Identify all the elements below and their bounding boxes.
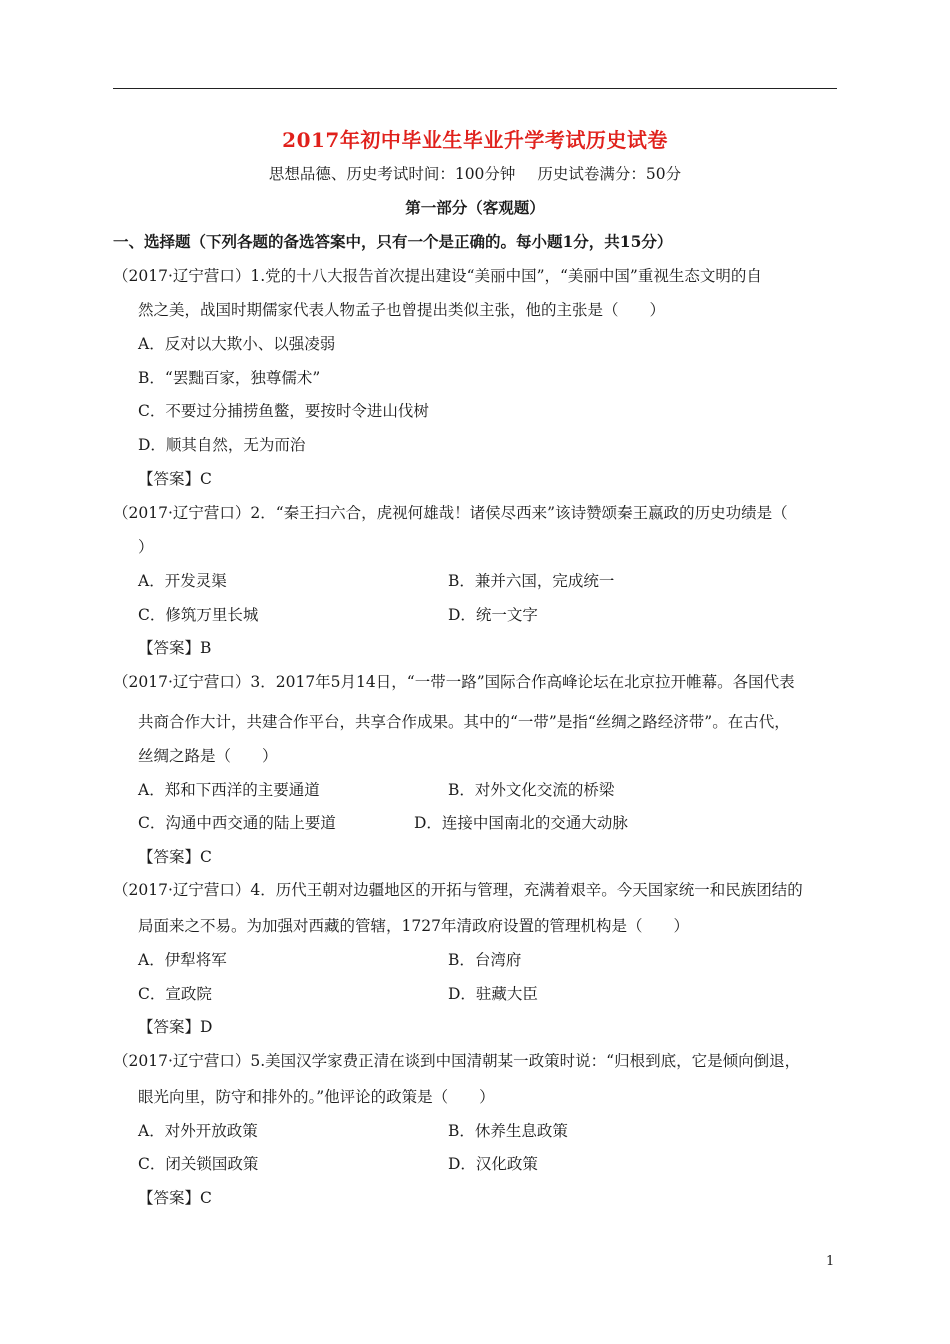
- q1-answer: 【答案】C: [138, 470, 212, 488]
- q1-stem-line1: （2017·辽宁营口）1.党的十八大报告首次提出建设“美丽中国”，“美丽中国”重视生态文明的自: [113, 267, 762, 285]
- q5-stem-line1: （2017·辽宁营口）5.美国汉学家费正清在谈到中国清朝某一政策时说：“归根到底，它是倾向倒退，: [113, 1052, 801, 1070]
- exam-title: 2017年初中毕业生毕业升学考试历史试卷: [282, 128, 668, 152]
- q2-option-b: B．兼并六国，完成统一: [448, 572, 615, 590]
- q1-option-d: D．顺其自然，无为而治: [138, 436, 306, 454]
- q2-option-c: C．修筑万里长城: [138, 606, 259, 624]
- exam-score: 历史试卷满分：50分: [537, 165, 682, 183]
- q4-option-b: B．台湾府: [448, 951, 522, 969]
- q4-option-d: D．驻藏大臣: [448, 985, 538, 1003]
- q4-answer: 【答案】D: [138, 1018, 213, 1036]
- q1-option-c: C．不要过分捕捞鱼鳖，要按时令进山伐树: [138, 402, 429, 420]
- q2-stem-line1: （2017·辽宁营口）2．“秦王扫六合，虎视何雄哉！诸侯尽西来”该诗赞颂秦王嬴政的历史功绩是（: [113, 504, 788, 522]
- q5-option-b: B．休养生息政策: [448, 1122, 568, 1140]
- q4-stem-line2: 局面来之不易。为加强对西藏的管辖，1727年清政府设置的管理机构是（ ）: [138, 917, 689, 935]
- q5-option-d: D．汉化政策: [448, 1155, 538, 1173]
- q3-option-a: A．郑和下西洋的主要通道: [138, 781, 320, 799]
- q3-answer: 【答案】C: [138, 848, 212, 866]
- q5-stem-line2: 眼光向里，防守和排外的。”他评论的政策是（ ）: [138, 1088, 495, 1106]
- q2-option-a: A．开发灵渠: [138, 572, 227, 590]
- q3-option-b: B．对外文化交流的桥梁: [448, 781, 615, 799]
- q1-option-a: A．反对以大欺小、以强凌弱: [138, 335, 336, 353]
- q5-option-a: A．对外开放政策: [138, 1122, 258, 1140]
- q2-stem-line2: ）: [138, 538, 154, 556]
- q1-option-b: B．“罢黜百家，独尊儒术”: [138, 369, 321, 387]
- page-number: 1: [826, 1254, 835, 1269]
- q1-stem-line2: 然之美，战国时期儒家代表人物孟子也曾提出类似主张，他的主张是（ ）: [138, 301, 666, 319]
- q5-option-c: C．闭关锁国政策: [138, 1155, 259, 1173]
- q4-option-c: C．宣政院: [138, 985, 212, 1003]
- q3-stem-line2: 共商合作大计，共建合作平台，共享合作成果。其中的“一带”是指“丝绸之路经济带”。在古代，: [138, 713, 790, 731]
- q5-answer: 【答案】C: [138, 1189, 212, 1207]
- section-title: 一、选择题（下列各题的备选答案中，只有一个是正确的。每小题1分，共15分）: [113, 232, 673, 251]
- header-rule: [113, 88, 837, 89]
- q3-stem-line3: 丝绸之路是（ ）: [138, 747, 278, 765]
- exam-subtitle: [0, 162, 950, 184]
- q2-option-d: D．统一文字: [448, 606, 538, 624]
- q3-option-c: C．沟通中西交通的陆上要道: [138, 814, 336, 832]
- q4-option-a: A．伊犁将军: [138, 951, 227, 969]
- q4-stem-line1: （2017·辽宁营口）4．历代王朝对边疆地区的开拓与管理，充满着艰辛。今天国家统一和民族团结的: [113, 881, 803, 899]
- exam-time: 思想品德、历史考试时间：100分钟: [268, 165, 516, 183]
- q3-option-d: D．连接中国南北的交通大动脉: [414, 814, 628, 832]
- q3-stem-line1: （2017·辽宁营口）3．2017年5月14日，“一带一路”国际合作高峰论坛在北京拉开帷幕。各国代表: [113, 673, 795, 691]
- q2-answer: 【答案】B: [138, 639, 212, 657]
- part-title: 第一部分（客观题）: [405, 198, 545, 217]
